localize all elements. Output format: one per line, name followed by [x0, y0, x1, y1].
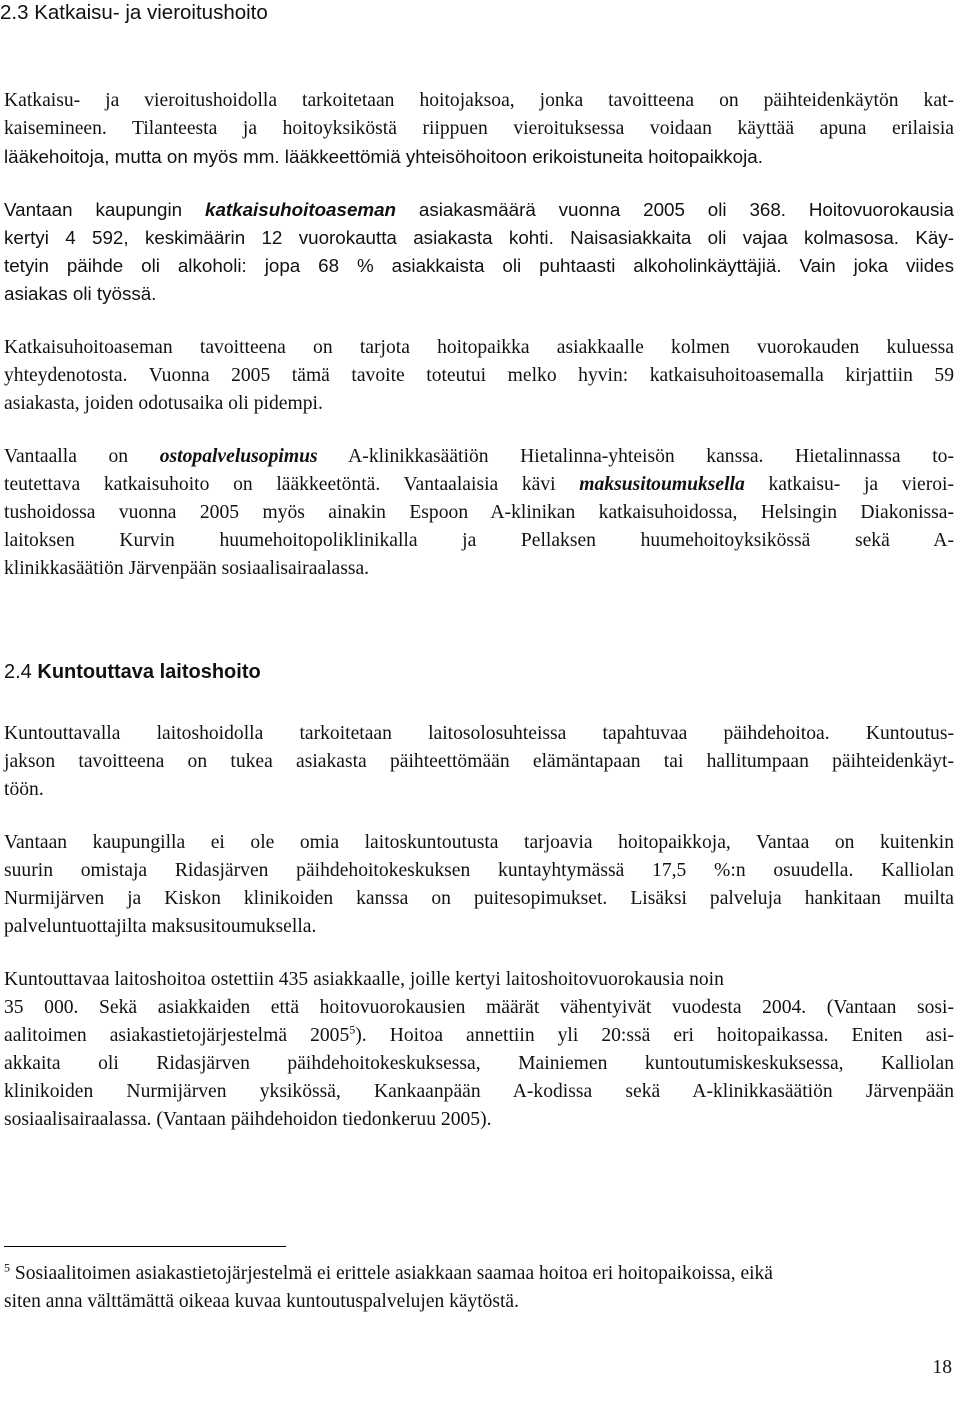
- s24-p3-line1: Kuntouttavaa laitoshoitoa ostettiin 435 asiakkaalle, joille kertyi laitoshoitovuorokausia noin: [4, 969, 724, 990]
- page-number: 18: [932, 1357, 952, 1378]
- s24-p1-line1: Kuntouttavalla laitoshoidolla tarkoitetaan laitosolosuhteissa tapahtuvaa päihdehoitoa. Kuntoutus-: [4, 723, 954, 744]
- s24-p3-text-b: ). Hoitoa annettiin yli 20:ssä eri hoitopaikassa. Eniten asi-: [355, 1025, 955, 1046]
- maksusitoumuksella-emphasis: maksusitoumuksella: [579, 474, 745, 495]
- s24-p2-line2: suurin omistaja Ridasjärven päihdehoitokeskuksen kuntayhtymässä 17,5 %:n osuudella. Kalliolan: [4, 860, 954, 881]
- s23-p4-line2: [4, 473, 954, 497]
- s24-p1-line3: töön.: [4, 779, 44, 800]
- footnote-line1: [4, 1262, 954, 1286]
- s23-p4-line5: klinikkasäätiön Järvenpään sosiaalisairaalassa.: [4, 558, 370, 579]
- s23-p2-line3: tetyin päihde oli alkoholi: jopa 68 % asiakkaista oli puhtaasti alkoholinkäyttäjiä. Vain joka viides: [4, 255, 954, 276]
- s23-p4-text-c: A-klinikkasäätiön Hietalinna-yhteisön kanssa. Hietalinnassa to-: [317, 446, 954, 467]
- section-2-4-heading: [4, 660, 261, 684]
- s24-p3-text-a: aalitoimen asiakastietojärjestelmä 2005: [4, 1025, 350, 1046]
- s23-p1-line2: kaisemineen. Tilanteesta ja hoitoyksiköstä riippuen vieroituksessa voidaan käyttää apuna erilaisia: [4, 118, 954, 139]
- katkaisuhoitoaseman-emphasis: katkaisuhoitoaseman: [205, 199, 397, 220]
- s23-p4-line3: tushoidossa vuonna 2005 myös ainakin Espoon A-klinikan katkaisuhoidossa, Helsingin Diakonissa-: [4, 502, 954, 523]
- s24-p2-line3: Nurmijärven ja Kiskon klinikoiden kanssa on puitesopimukset. Lisäksi palveluja hankitaan muilta: [4, 888, 954, 909]
- s23-p1-line3: lääkehoitoja, mutta on myös mm. lääkkeettömiä yhteisöhoitoon erikoistuneita hoitopaikkoja.: [4, 146, 763, 167]
- s23-p1-line1: Katkaisu- ja vieroitushoidolla tarkoitetaan hoitojaksoa, jonka tavoitteena on päihteidenkäytön kat-: [4, 90, 954, 111]
- s23-p3-line1: Katkaisuhoitoaseman tavoitteena on tarjota hoitopaikka asiakkaalle kolmen vuorokauden kuluessa: [4, 337, 954, 358]
- s24-p2-line1: Vantaan kaupungilla ei ole omia laitoskuntoutusta tarjoavia hoitopaikkoja, Vantaa on kuitenkin: [4, 832, 954, 853]
- s24-p2-line4: palveluntuottajilta maksusitoumuksella.: [4, 916, 317, 937]
- s24-p3-line3: [4, 1024, 954, 1048]
- section-2-4-title: Kuntouttava laitoshoito: [31, 661, 261, 683]
- s23-p3-line2: yhteydenotosta. Vuonna 2005 tämä tavoite toteutui melko hyvin: katkaisuhoitoasemalla kirjattiin 59: [4, 365, 954, 386]
- s23-p2-text-c: asiakasmäärä vuonna 2005 oli 368. Hoitovuorokausia: [396, 199, 954, 220]
- s24-p1-line2: jakson tavoitteena on tukea asiakasta päihteettömään elämäntapaan tai hallitumpaan päihteidenkäyt-: [4, 751, 954, 772]
- s23-p2-line4: asiakas oli työssä.: [4, 283, 157, 304]
- s23-p4-l2-text-a: teutettava katkaisuhoito on lääkkeetöntä. Vantaalaisia kävi: [4, 474, 580, 495]
- s23-p2-line1: [4, 198, 954, 222]
- s23-p4-line1: [4, 445, 954, 469]
- s23-p4-text-a: Vantaalla on: [4, 446, 160, 467]
- section-2-3-heading: 2.3 Katkaisu- ja vieroitushoito: [0, 1, 268, 24]
- s23-p2-line2: kertyi 4 592, keskimäärin 12 vuorokautta asiakasta kohti. Naisasiakkaita oli vajaa kolmasosa. Käy-: [4, 227, 954, 248]
- footnote-line2: siten anna välttämättä oikeaa kuvaa kuntoutuspalvelujen käytöstä.: [4, 1291, 519, 1312]
- s23-p4-l2-text-c: katkaisu- ja vieroi-: [744, 474, 954, 495]
- footnote-separator: [4, 1246, 286, 1247]
- ostopalvelusopimus-emphasis: ostopalvelusopimus: [159, 446, 318, 467]
- s24-p3-line6: sosiaalisairaalassa. (Vantaan päihdehoidon tiedonkeruu 2005).: [4, 1109, 492, 1130]
- footnote-number: 5: [4, 1260, 10, 1275]
- s23-p4-line4: laitoksen Kurvin huumehoitopoliklinikalla ja Pellaksen huumehoitoyksikössä sekä A-: [4, 530, 954, 551]
- s23-p3-line3: asiakasta, joiden odotusaika oli pidempi.: [4, 393, 323, 414]
- s24-p3-line5: klinikoiden Nurmijärven yksikössä, Kankaanpään A-kodissa sekä A-klinikkasäätiön Järvenpään: [4, 1081, 954, 1102]
- section-2-4-number: 2.4: [4, 661, 32, 683]
- footnote-ref-5[interactable]: 5: [349, 1022, 356, 1037]
- footnote-text-1: Sosiaalitoimen asiakastietojärjestelmä ei erittele asiakkaan saamaa hoitoa eri hoitopaikoissa, eikä: [10, 1263, 773, 1284]
- s23-p2-text-a: Vantaan kaupungin: [4, 199, 205, 220]
- s24-p3-line4: akkaita oli Ridasjärven päihdehoitokeskuksessa, Mainiemen kuntoutumiskeskuksessa, Kalliolan: [4, 1053, 954, 1074]
- s24-p3-line2: 35 000. Sekä asiakkaiden että hoitovuorokausien määrät vähentyivät vuodesta 2004. (Vantaan sosi-: [4, 997, 954, 1018]
